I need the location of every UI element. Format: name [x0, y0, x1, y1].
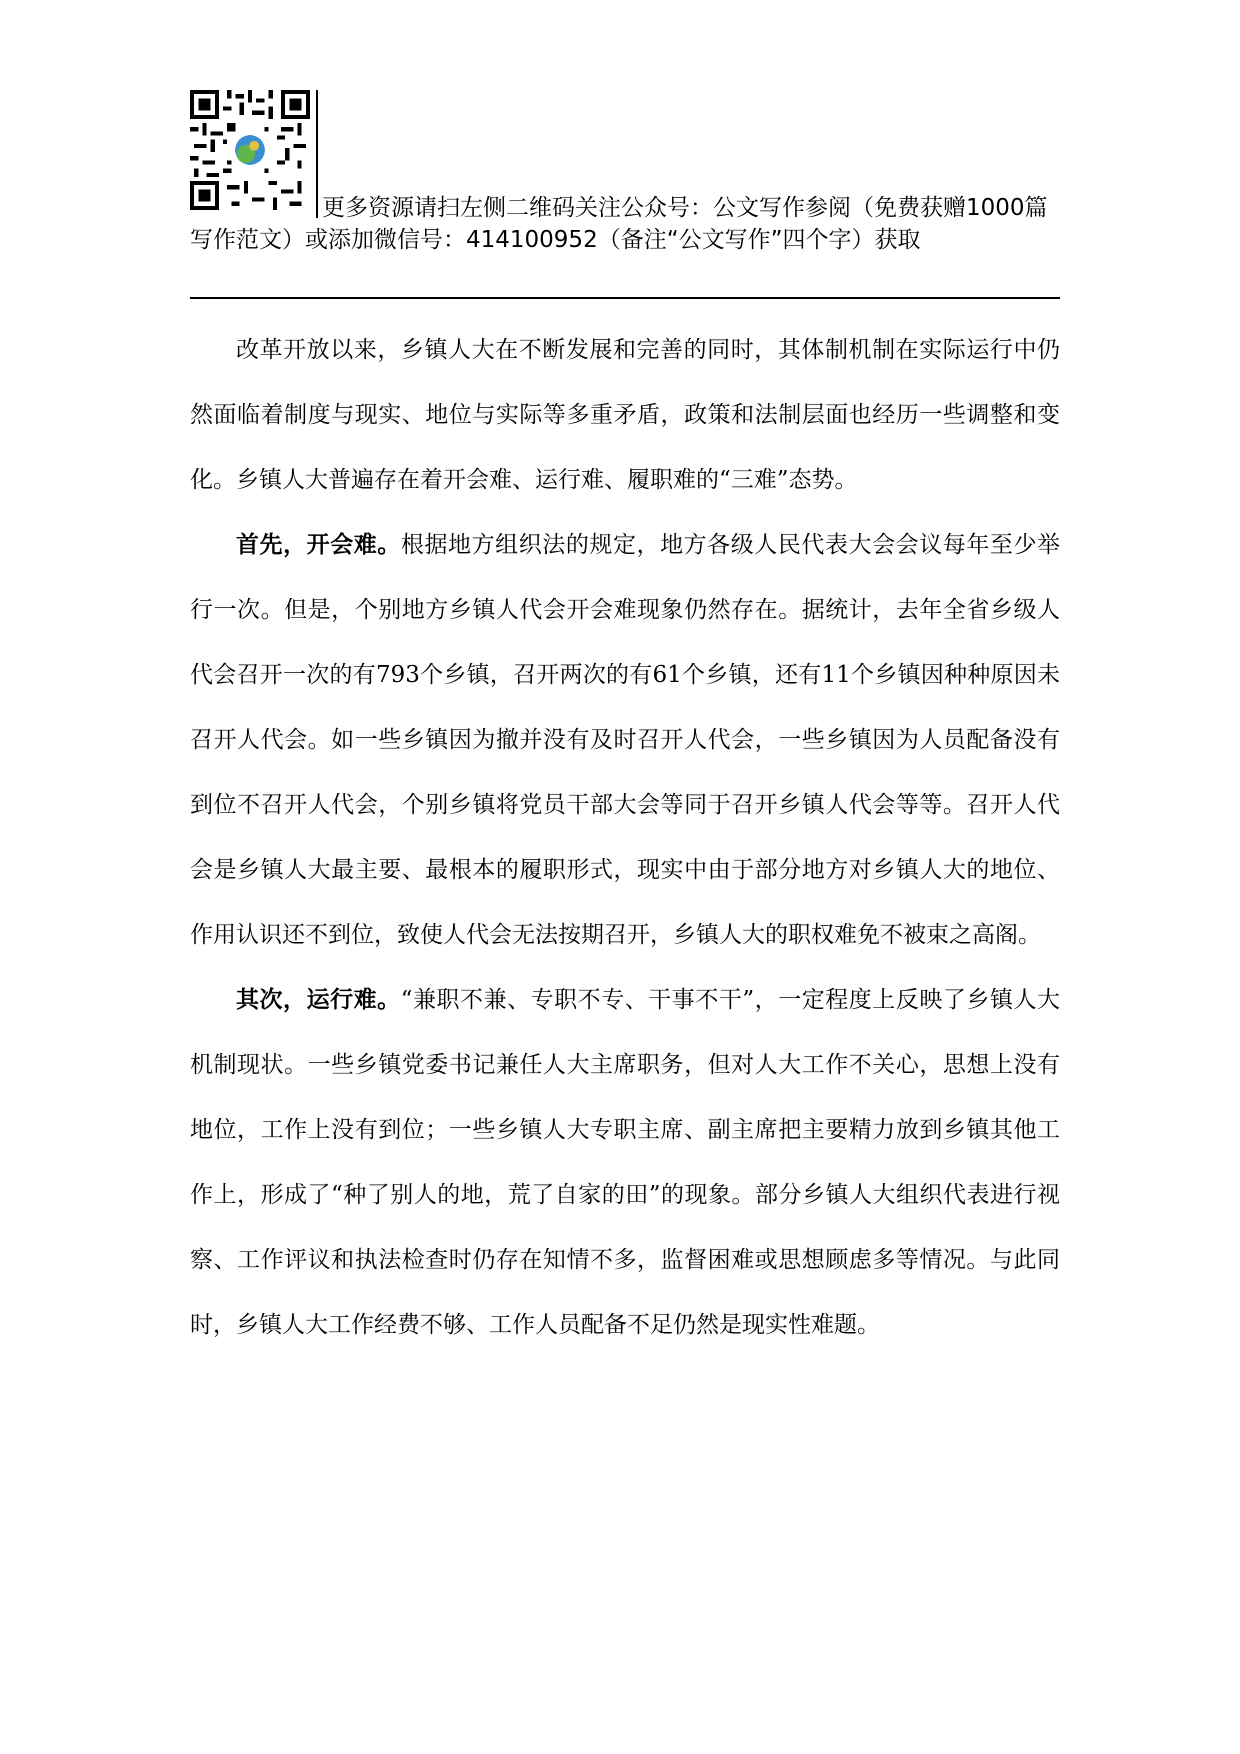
document-body [190, 318, 1060, 1358]
paragraph-text: 根据地方组织法的规定，地方各级人民代表大会会议每年至少举行一次。但是，个别地方乡镇人代会开会难现象仍然存在。据统计，去年全省乡级人代会召开一次的有793个乡镇，召开两次的有61个乡镇，还有11个乡镇因种种原因未召开人代会。如一些乡镇因为撤并没有及时召开人代会，一些乡镇因为人员配备没有到位不召开人代会，个别乡镇将党员干部大会等同于召开乡镇人代会等等。召开人代会是乡镇人大最主要、最根本的履职形式，现实中由于部分地方对乡镇人大的地位、作用认识还不到位，致使人代会无法按期召开，乡镇人大的职权难免不被束之高阁。 [190, 532, 1061, 948]
paragraph-text: “兼职不兼、专职不专、干事不干”，一定程度上反映了乡镇人大机制现状。一些乡镇党委书记兼任人大主席职务，但对人大工作不关心，思想上没有地位，工作上没有到位；一些乡镇人大专职主席、副主席把主要精力放到乡镇其他工作上，形成了“种了别人的地，荒了自家的田”的现象。部分乡镇人大组织代表进行视察、工作评议和执法检查时仍存在知情不多，监督困难或思想顾虑多等情况。与此同时，乡镇人大工作经费不够、工作人员配备不足仍然是现实性难题。 [190, 987, 1060, 1338]
paragraph [190, 318, 1060, 513]
paragraph [190, 513, 1060, 968]
paragraph-lead: 首先，开会难。 [236, 532, 401, 558]
header-rule [190, 297, 1060, 299]
paragraph-lead: 其次，运行难。 [236, 987, 401, 1013]
paragraph [190, 968, 1060, 1358]
paragraph-text: 改革开放以来，乡镇人大在不断发展和完善的同时，其体制机制在实际运行中仍然面临着制度与现实、地位与实际等多重矛盾，政策和法制层面也经历一些调整和变化。乡镇人大普遍存在着开会难、运行难、履职难的“三难”态势。 [190, 337, 1060, 493]
resource-notice: 更多资源请扫左侧二维码关注公众号：公文写作参阅（免费获赠1000篇写作范文）或添加微信号：414100952（备注“公文写作”四个字）获取 [190, 195, 1048, 253]
